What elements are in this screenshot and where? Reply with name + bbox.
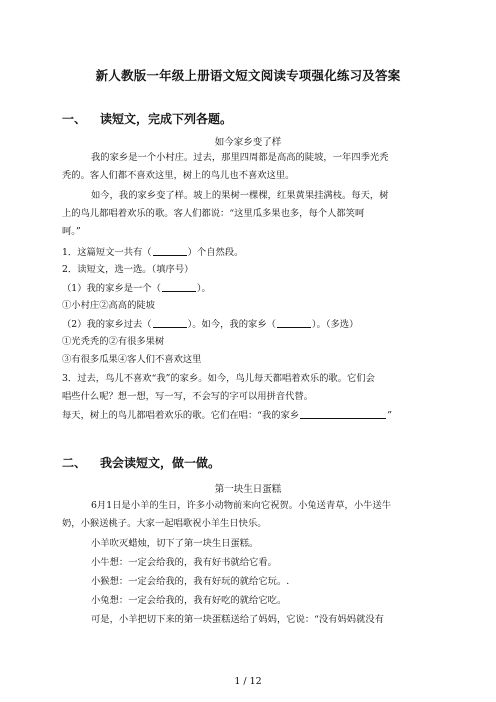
- question-text: ）。如今，我的家乡（: [187, 319, 276, 330]
- question-text: 1．这篇短文一共有（: [62, 247, 152, 258]
- passage-1-title: 如今家乡变了样: [214, 137, 282, 148]
- answer-blank[interactable]: [300, 409, 386, 419]
- question-text: ）个自然段。: [187, 247, 244, 258]
- question-2: 2．读短文，选一选。（填序号）: [62, 264, 194, 275]
- question-text: ）。（多选）: [311, 319, 359, 330]
- answer-blank[interactable]: [153, 318, 187, 328]
- section-2-number: 二、: [62, 456, 87, 470]
- question-2-2: [62, 318, 358, 331]
- question-3-line: 唱些什么呢？想一想，写一写，不会写的字可以用拼音代替。: [62, 391, 314, 402]
- option-line: ③有很多瓜果④客人们不喜欢这里: [62, 354, 202, 365]
- paragraph-line: 小猴想：一定会给我的，我有好玩的就给它玩。.: [91, 576, 290, 587]
- paragraph-line: 可是，小羊把切下来的第一块蛋糕送给了妈妈，它说：“没有妈妈就没有: [91, 614, 384, 625]
- question-1: [62, 246, 243, 259]
- paragraph-line: 小牛想：一定会给我的，我有好书就给它看。: [91, 557, 277, 568]
- question-text: ）。: [196, 283, 211, 294]
- question-3-answer: [62, 409, 392, 422]
- paragraph-line: 如今，我的家乡变了样。坡上的果树一棵棵，红果黄果挂满枝。每天，树: [91, 190, 389, 201]
- answer-blank[interactable]: [277, 318, 311, 328]
- section-1-heading: [62, 110, 232, 127]
- paragraph-line: 秃的。客人们都不喜欢这里，树上的鸟儿也不喜欢这里。: [62, 170, 295, 181]
- paragraph-line: 呵。”: [62, 226, 81, 237]
- section-1-text: 读短文，完成下列各题。: [100, 112, 233, 126]
- passage-2-title: 第一块生日蛋糕: [214, 484, 282, 495]
- page-number: 1 / 12: [234, 676, 262, 687]
- option-line: ①光秃秃的②有很多果树: [62, 336, 165, 347]
- answer-blank[interactable]: [162, 282, 196, 292]
- paragraph-line: 奶，小猴送桃子。大家一起唱歌祝小羊生日快乐。: [62, 518, 267, 529]
- section-1-number: 一、: [62, 112, 87, 126]
- question-text: （2）我的家乡过去（: [62, 319, 152, 330]
- paragraph-line: 小羊吹灭蜡烛，切下了第一块生日蛋糕。: [91, 538, 259, 549]
- question-text: ”: [387, 410, 392, 421]
- paragraph-line: 上的鸟儿都唱着欢乐的歌。客人们都说：“这里瓜多果也多，每个人都笑呵: [62, 208, 365, 219]
- paragraph-line: 6月1日是小羊的生日，许多小动物前来向它祝贺。小兔送青草，小牛送牛: [91, 500, 392, 511]
- question-2-1: [62, 282, 211, 295]
- document-title: 新人教版一年级上册语文短文阅读专项强化练习及答案: [95, 68, 401, 83]
- option-line: ①小村庄②高高的陡坡: [62, 300, 155, 311]
- question-3: 3．过去，鸟儿不喜欢“我”的家乡。如今，鸟儿每天都唱着欢乐的歌。它们会: [62, 373, 375, 384]
- paragraph-line: 小兔想：一定会给我的，我有好吃的就给它吃。: [91, 595, 287, 606]
- question-text: （1）我的家乡是一个（: [62, 283, 161, 294]
- paragraph-line: 我的家乡是一个小村庄。过去，那里四周都是高高的陡坡，一年四季光秃: [91, 152, 389, 163]
- answer-blank[interactable]: [153, 246, 187, 256]
- section-2-heading: [62, 454, 220, 471]
- question-text: 每天，树上的鸟儿都唱着欢乐的歌。它们在唱：“我的家乡: [62, 410, 300, 421]
- section-2-text: 我会读短文，做一做。: [100, 456, 221, 470]
